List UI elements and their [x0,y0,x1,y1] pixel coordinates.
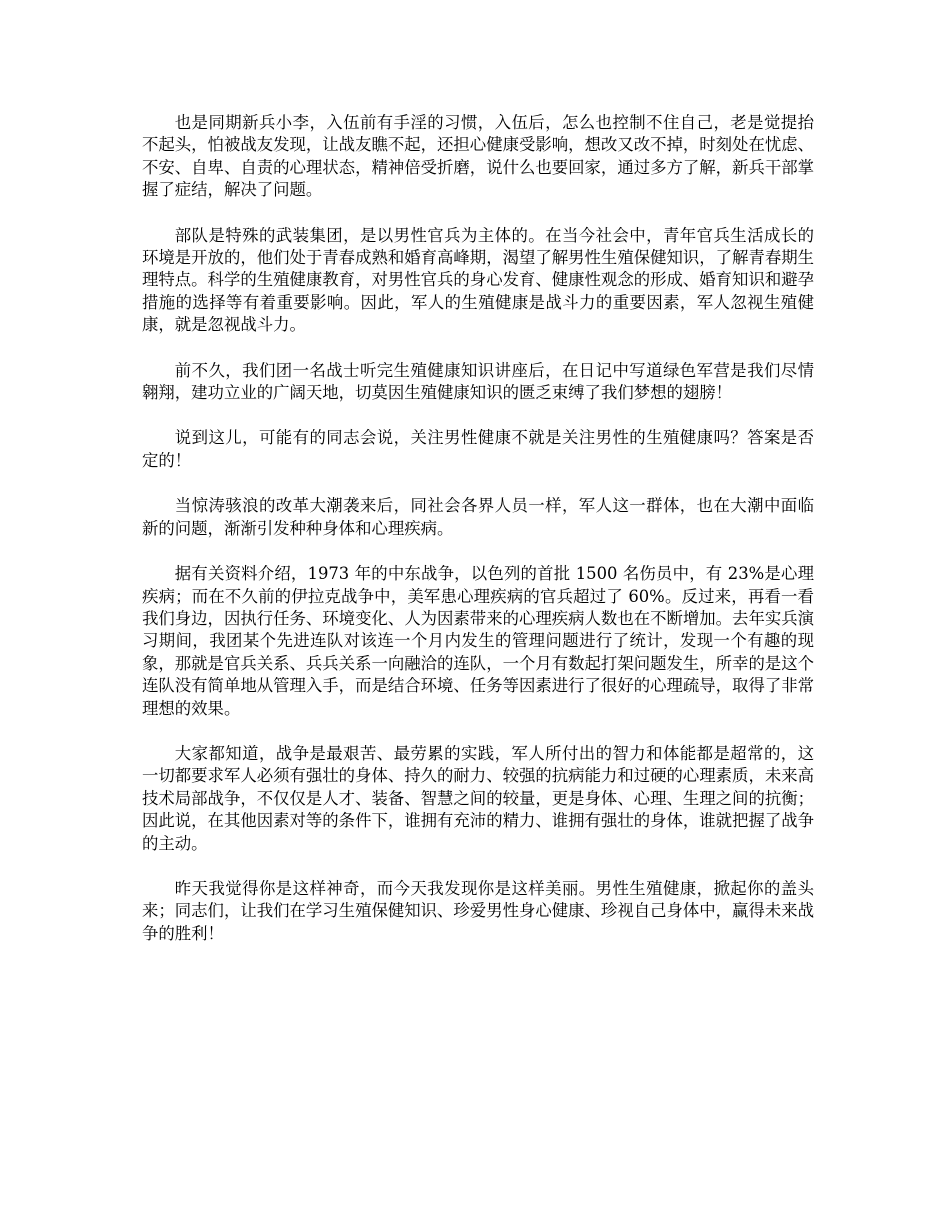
paragraph-1: 也是同期新兵小李，入伍前有手淫的习惯，入伍后，怎么也控制不住自己，老是觉提抬不起头，怕被战友发现，让战友瞧不起，还担心健康受影响，想改又改不掉，时刻处在忧虑、不安、自卑、自责的心理状态，精神倍受折磨，说什么也要回家，通过多方了解，新兵干部掌握了症结，解决了问题。 [142,113,815,200]
paragraph-3: 前不久，我们团一名战士听完生殖健康知识讲座后，在日记中写道绿色军营是我们尽情翱翔，建功立业的广阔天地，切莫因生殖健康知识的匮乏束缚了我们梦想的翅膀！ [142,360,814,403]
paragraph-5: 当惊涛骇浪的改革大潮袭来后，同社会各界人员一样，军人这一群体，也在大潮中面临新的问题，渐渐引发种种身体和心理疾病。 [142,496,814,538]
paragraph-7: 大家都知道，战争是最艰苦、最劳累的实践，军人所付出的智力和体能都是超常的，这一切都要求军人必须有强壮的身体、持久的耐力、较强的抗病能力和过硬的心理素质，未来高技术局部战争，不仅仅是人才、装备、智慧之间的较量，更是身体、心理、生理之间的抗衡；因此说，在其他因素对等的条件下，谁拥有充沛的精力、谁拥有强壮的身体，谁就把握了战争的主动。 [142,743,815,853]
paragraph-8: 昨天我觉得你是这样神奇，而今天我发现你是这样美丽。男性生殖健康，掀起你的盖头来；同志们，让我们在学习生殖保健知识、珍爱男性身心健康、珍视自己身体中，赢得未来战争的胜利！ [142,878,815,943]
paragraph-6: 据有关资料介绍，1973 年的中东战争，以色列的首批 1500 名伤员中，有 23%是心理疾病；而在不久前的伊拉克战争中，美军患心理疾病的官兵超过了 60%。反过来，再看一看我们身边，因执行任务、环境变化、人为因素带来的心理疾病人数也在不断增加。去年实兵演习期间，我团某个先进连队对该连一个月内发生的管理问题进行了统计，发现一个有趣的现象，那就是官兵关系、兵兵关系一向融洽的连队，一个月有数起打架问题发生，所幸的是这个连队没有简单地从管理入手，而是结合环境、任务等因素进行了很好的心理疏导，取得了非常理想的效果。 [142,564,815,718]
document-body [142,112,814,968]
paragraph-4: 说到这儿，可能有的同志会说，关注男性健康不就是关注男性的生殖健康吗？答案是否定的！ [142,428,814,470]
paragraph-2: 部队是特殊的武装集团，是以男性官兵为主体的。在当今社会中，青年官兵生活成长的环境是开放的，他们处于青春成熟和婚育高峰期，渴望了解男性生殖保健知识，了解青春期生理特点。科学的生殖健康教育，对男性官兵的身心发育、健康性观念的形成、婚育知识和避孕措施的选择等有着重要影响。因此，军人的生殖健康是战斗力的重要因素，军人忽视生殖健康，就是忽视战斗力。 [142,225,815,335]
